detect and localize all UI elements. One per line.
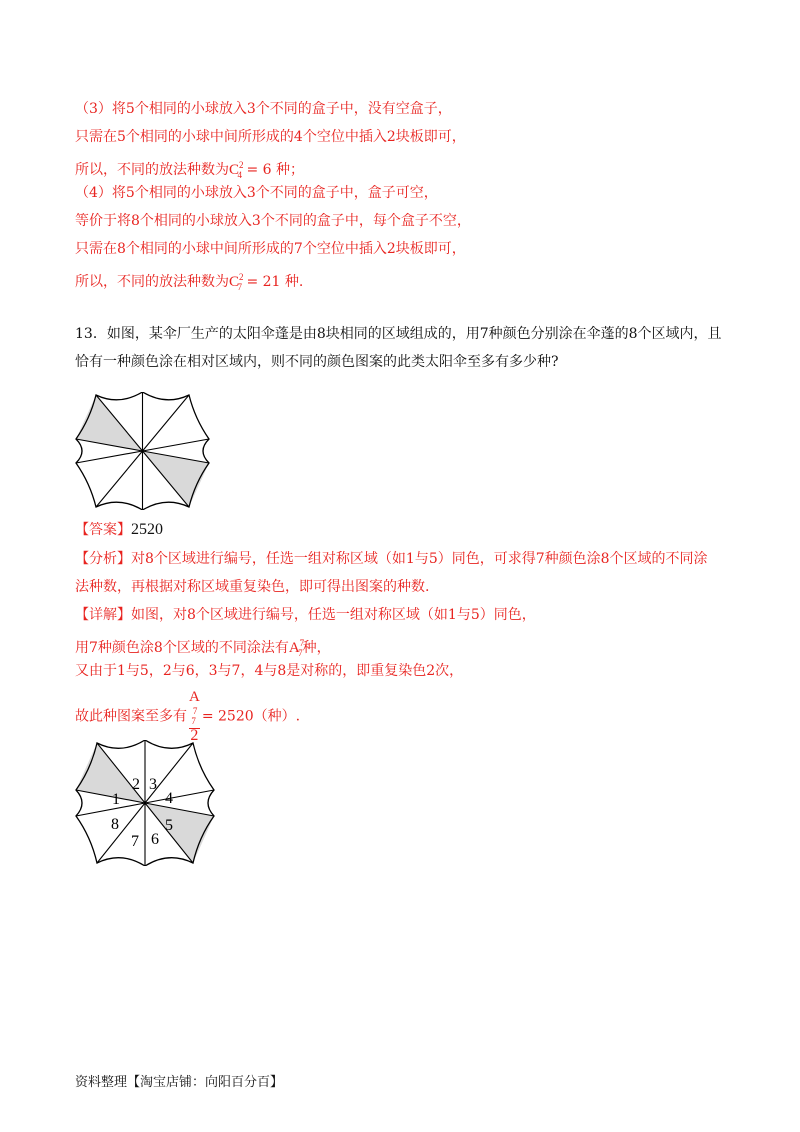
sol4-line3: 只需在8个相同的小球中间所形成的7个空位中插入2块板即可，: [75, 241, 466, 257]
footer-text: 资料整理【淘宝店铺：向阳百分百】: [75, 1075, 284, 1090]
analysis-line1: [75, 549, 708, 569]
analysis-tag: 【分析】: [75, 551, 131, 567]
detail-tag: 【详解】: [75, 607, 131, 623]
sol4-line2: 等价于将8个相同的小球放入3个不同的盒子中，每个盒子不空，: [75, 213, 471, 229]
answer-tag: 【答案】: [75, 522, 131, 538]
region-label-5: 5: [165, 817, 173, 834]
detail-text-1: 如图，对8个区域进行编号，任选一组对称区域（如1与5）同色，: [131, 607, 536, 623]
problem13-line1: 13．如图，某伞厂生产的太阳伞蓬是由8块相同的区域组成的，用7种颜色分别涂在伞蓬的8个区域内，且: [75, 326, 722, 342]
region-label-3: 3: [149, 776, 157, 793]
combination-c42: $C^2_4$: [229, 160, 244, 180]
answer-line: [75, 520, 163, 540]
sol3-line2: 只需在5个相同的小球中间所形成的4个空位中插入2块板即可，: [75, 129, 466, 145]
sol3-line3: [75, 155, 304, 185]
sol4-line4: [75, 267, 303, 297]
sol4-line4-result: = 21 种.: [242, 274, 304, 290]
sol3-line1: （3）将5个相同的小球放入3个不同的盒子中，没有空盒子，: [75, 101, 452, 117]
combination-c72: $C^2_7$: [229, 272, 244, 292]
detail-line4: [75, 690, 300, 743]
detail-line4-text: 故此种图案至多有: [75, 708, 187, 725]
sol3-line3-result: = 6 种；: [242, 162, 305, 178]
problem13-line2: 恰有一种颜色涂在相对区域内，则不同的颜色图案的此类太阳伞至多有多少种?: [75, 354, 559, 370]
answer-value: 2520: [131, 521, 163, 538]
region-label-6: 6: [151, 831, 159, 848]
region-label-8: 8: [111, 816, 119, 833]
detail-line1: [75, 605, 536, 625]
region-label-2: 2: [132, 776, 140, 793]
sol4-line4-text: 所以，不同的放法种数为: [75, 274, 229, 290]
detail-line2: [75, 633, 331, 663]
sol3-line3-text: 所以，不同的放法种数为: [75, 162, 229, 178]
region-label-4: 4: [165, 790, 173, 807]
sol4-line1: （4）将5个相同的小球放入3个不同的盒子中，盒子可空，: [75, 185, 438, 201]
detail-line2-end: 种，: [302, 640, 331, 656]
permutation-a77: $A^7_7$: [288, 638, 305, 658]
analysis-line2: 法种数，再根据对称区域重复染色，即可得出图案的种数.: [75, 579, 430, 595]
analysis-text-1: 对8个区域进行编号，任选一组对称区域（如1与5）同色，可求得7种颜色涂8个区域的不同涂: [131, 551, 708, 567]
region-label-1: 1: [112, 791, 120, 808]
region-label-7: 7: [131, 833, 139, 850]
numbered-umbrella-figure: [75, 740, 215, 866]
detail-line3: 又由于1与5，2与6，3与7，4与8是对称的，即重复染色2次，: [75, 663, 464, 679]
umbrella-figure: [75, 392, 210, 510]
fraction-a77-over-2: A $^7_7$ 2: [189, 689, 200, 744]
detail-line4-result: = 2520（种）.: [201, 708, 301, 725]
detail-line2-text: 用7种颜色涂8个区域的不同涂法有: [75, 640, 289, 656]
